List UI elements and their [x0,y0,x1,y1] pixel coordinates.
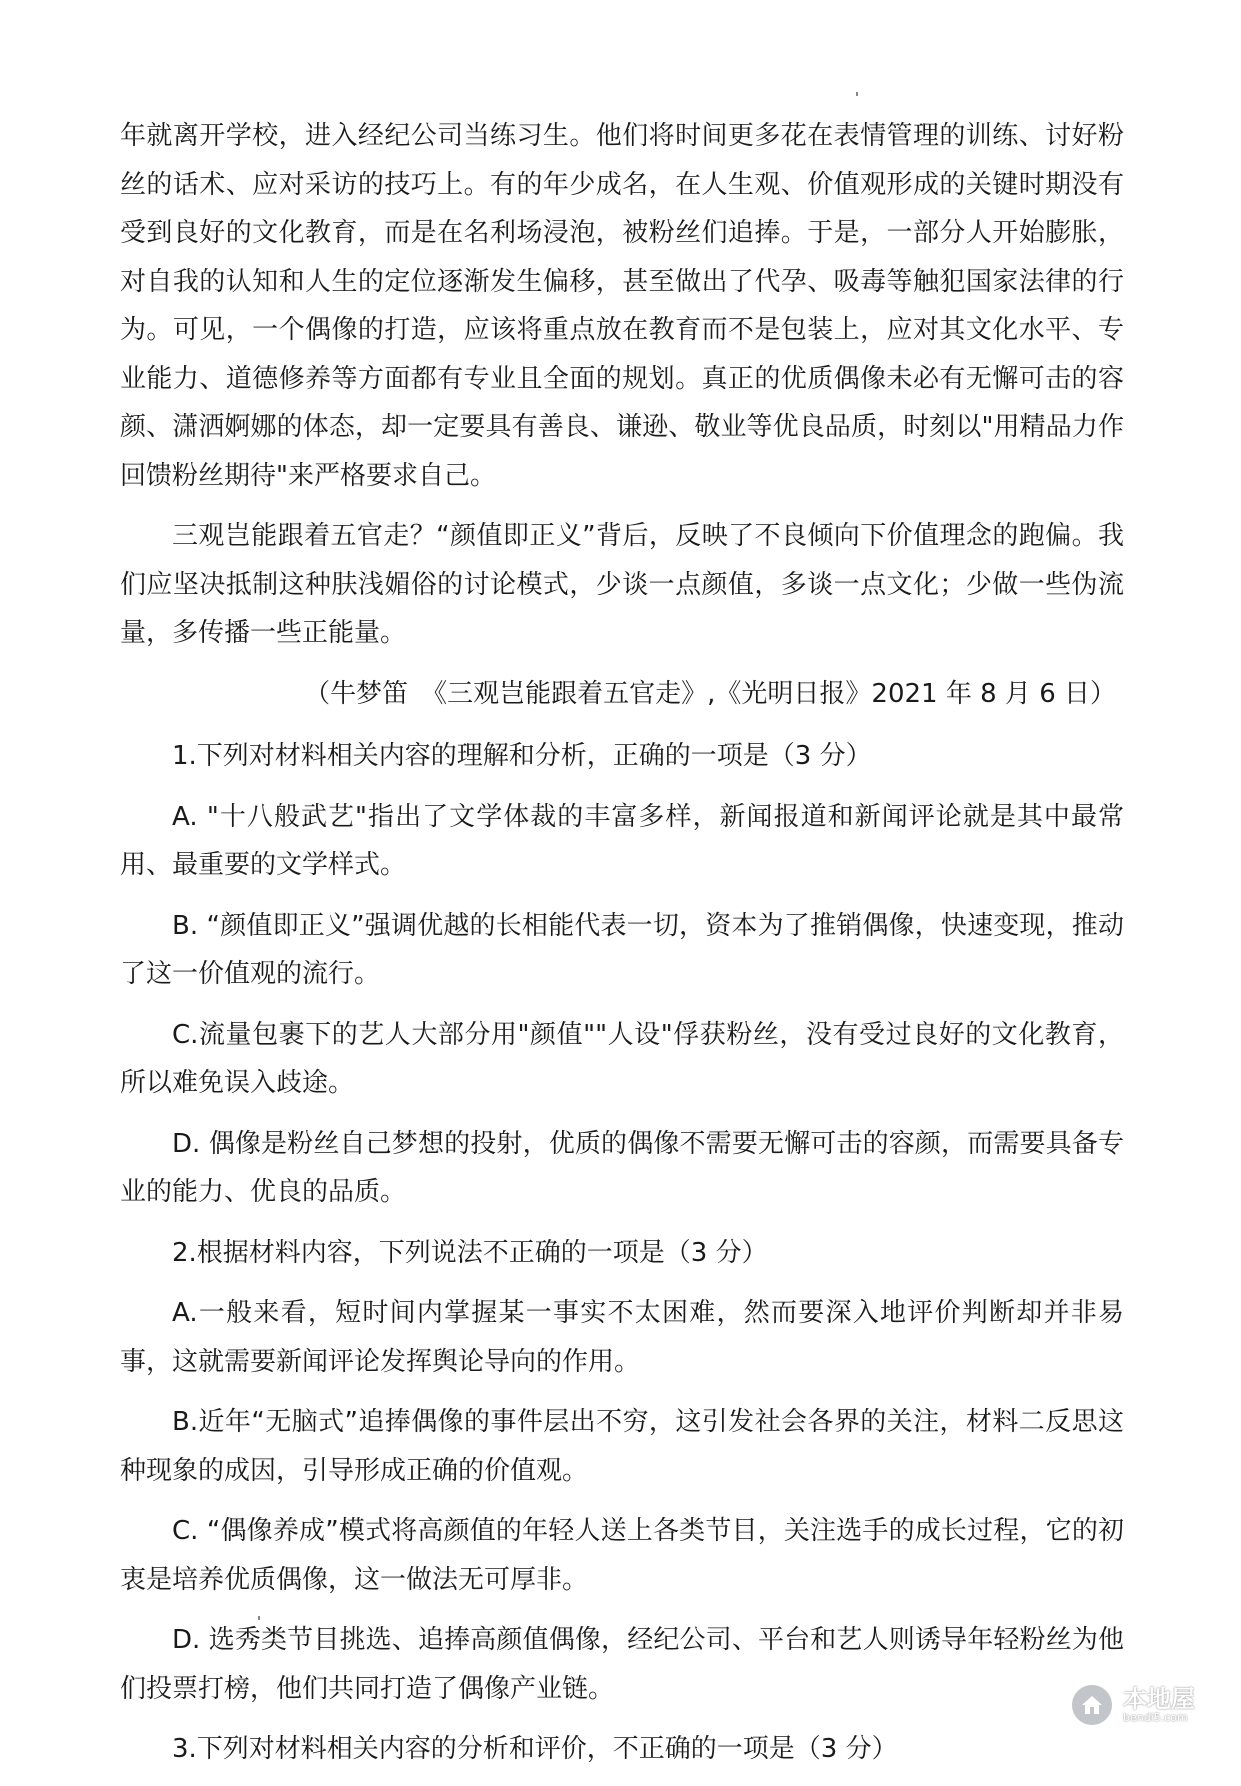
scan-speck [856,92,858,96]
paragraph-conclusion: 三观岂能跟着五官走？“颜值即正义”背后，反映了不良倾向下价值理念的跑偏。我们应坚决抵制这种肤浅媚俗的讨论模式，少谈一点颜值，多谈一点文化；少做一些伪流量，多传播一些正能量。 [120,521,1124,648]
question-2-option-c: C. “偶像养成”模式将高颜值的年轻人送上各类节目，关注选手的成长过程，它的初衷是培养优质偶像，这一做法无可厚非。 [120,1516,1124,1595]
scan-speck [258,1616,260,1620]
question-1-option-a: A. "十八般武艺"指出了文学体裁的丰富多样，新闻报道和新闻评论就是其中最常用、最重要的文学样式。 [120,801,1124,880]
question-2-option-b: B.近年“无脑式”追捧偶像的事件层出不穷，这引发社会各界的关注，材料二反思这种现象的成因，引导形成正确的价值观。 [120,1407,1124,1486]
house-icon [1069,1682,1115,1728]
question-3-stem: 3.下列对材料相关内容的分析和评价，不正确的一项是（3 分） [172,1734,898,1764]
question-1-option-b: B. “颜值即正义”强调优越的长相能代表一切，资本为了推销偶像，快速变现，推动了这一价值观的流行。 [120,910,1124,989]
paragraph-continuation: 年就离开学校，进入经纪公司当练习生。他们将时间更多花在表情管理的训练、讨好粉丝的话术、应对采访的技巧上。有的年少成名，在人生观、价值观形成的关键时期没有受到良好的文化教育，而是在名利场浸泡，被粉丝们追捧。于是，一部分人开始膨胀，对自我的认知和人生的定位逐渐发生偏移，甚至做出了代孕、吸毒等触犯国家法律的行为。可见，一个偶像的打造，应该将重点放在教育而不是包装上，应对其文化水平、专业能力、道德修养等方面都有专业且全面的规划。真正的优质偶像未必有无懈可击的容颜、潇洒婀娜的体态，却一定要具有善良、谦逊、敬业等优良品质，时刻以"用精品力作回馈粉丝期待"来严格要求自己。 [120,121,1124,491]
question-2-option-d: D. 选秀类节目挑选、追捧高颜值偶像，经纪公司、平台和艺人则诱导年轻粉丝为他们投票打榜，他们共同打造了偶像产业链。 [120,1625,1124,1704]
question-2-option-a: A.一般来看，短时间内掌握某一事实不太困难，然而要深入地评价判断却并非易事，这就需要新闻评论发挥舆论导向的作用。 [120,1298,1124,1377]
watermark-url: bendi5.com [1123,1711,1188,1725]
watermark-name: 本地屋 [1123,1684,1195,1713]
question-1-option-d: D. 偶像是粉丝自己梦想的投射，优质的偶像不需要无懈可击的容颜，而需要具备专业的能力、优良的品质。 [120,1128,1124,1207]
question-1-option-c: C.流量包裹下的艺人大部分用"颜值""人设"俘获粉丝，没有受过良好的文化教育，所以难免误入歧途。 [120,1019,1124,1098]
document-body [120,112,1124,1786]
watermark [1069,1680,1219,1730]
source-citation: （牛梦笛 《三观岂能跟着五官走》,《光明日报》2021 年 8 月 6 日） [304,678,1116,709]
question-1-stem: 1.下列对材料相关内容的理解和分析，正确的一项是（3 分） [172,741,872,771]
question-2-stem: 2.根据材料内容，下列说法不正确的一项是（3 分） [172,1237,768,1268]
